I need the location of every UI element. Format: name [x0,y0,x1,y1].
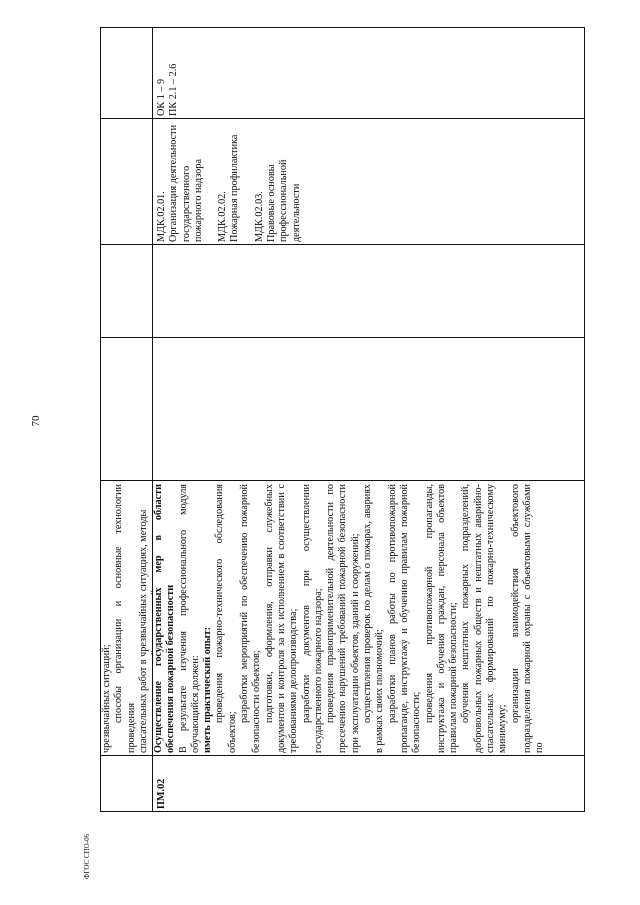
footer-code: ФГОС СПО-06 [83,833,91,879]
page-number: 70 [30,415,42,427]
competency-code: ОК 1 – 9 [156,78,167,116]
pm02-content-cell [152,481,585,756]
practice-heading: иметь практический опыт: [202,626,214,753]
continuation-row [100,27,153,812]
practice-item: осуществления проверок по делам о пожарах, авариях в рамках своих полномочий; [362,484,386,753]
competency-code: ПК 2.1 – 2.6 [168,63,180,116]
continuation-content-cell [100,481,152,756]
pm02-index: ПМ.02 [156,778,167,809]
pm02-index-cell [152,756,585,812]
practice-item: проведения пожарно-технического обследования объектов; [214,484,238,753]
pm02-row [152,27,585,812]
mdk-name: Организация деятельности государственного пожарного надзора [168,124,204,242]
hours-max-cell [152,338,585,481]
practice-item: проведения противопожарной пропаганды, инструктажа и обучения граждан, персонала объектов правилам пожарной безопасности; [423,484,460,753]
hours-mandatory-cell [152,245,585,338]
mdk-name: Пожарная профилактика [229,134,241,242]
column-divider [100,337,585,338]
mdk-code: МДК.02.02. [217,191,229,242]
mdk-code: МДК.02.03. [253,191,265,242]
practice-item: разработки планов работы по противопожарной пропаганде, инструктажу и обучению правилам пожарной безопасности; [386,484,423,753]
mdk-cell [152,119,585,245]
continuation-line: способы организации и основные технологии проведения [113,484,137,753]
practice-item: разработки документов при осуществлении государственного пожарного надзора; [300,484,324,753]
practice-item: обучения нештатных пожарных подразделений, добровольных пожарных обществ и нештатных аварийно-спасательных формирований по пожарно-техническому минимуму; [460,484,509,753]
pm02-title: Осуществление государственных мер в области обеспечения пожарной безопасности [153,484,177,753]
curriculum-table [100,27,585,812]
continuation-line: чрезвычайных ситуаций; [101,644,112,753]
practice-item: разработки мероприятий по обеспечению пожарной безопасности объектов; [239,484,263,753]
mdk-name: Правовые основы профессиональной деятельности [266,159,302,242]
practice-item: подготовки, оформления, отправки служебных документов и контроля за их исполнением в соответствии с требованиями делопроизводства; [263,484,300,753]
mdk-code: МДК.02.01. [156,191,167,242]
column-divider [100,755,585,756]
column-divider [100,480,585,481]
column-divider [100,244,585,245]
practice-item: проведения правоприменительной деятельности по пресечению нарушений требований пожарной безопасности при эксплуатации объектов, зданий и сооружений; [325,484,361,753]
practice-item: организации взаимодействия объектового подразделения пожарной охраны с объектовыми службами по [509,484,546,753]
competencies-cell [152,27,585,119]
pm02-intro: В результате изучения профессионального модуля обучающийся должен: [177,484,201,753]
continuation-line: спасательных работ в чрезвычайных ситуациях, методы [137,509,149,753]
column-divider [100,118,585,119]
